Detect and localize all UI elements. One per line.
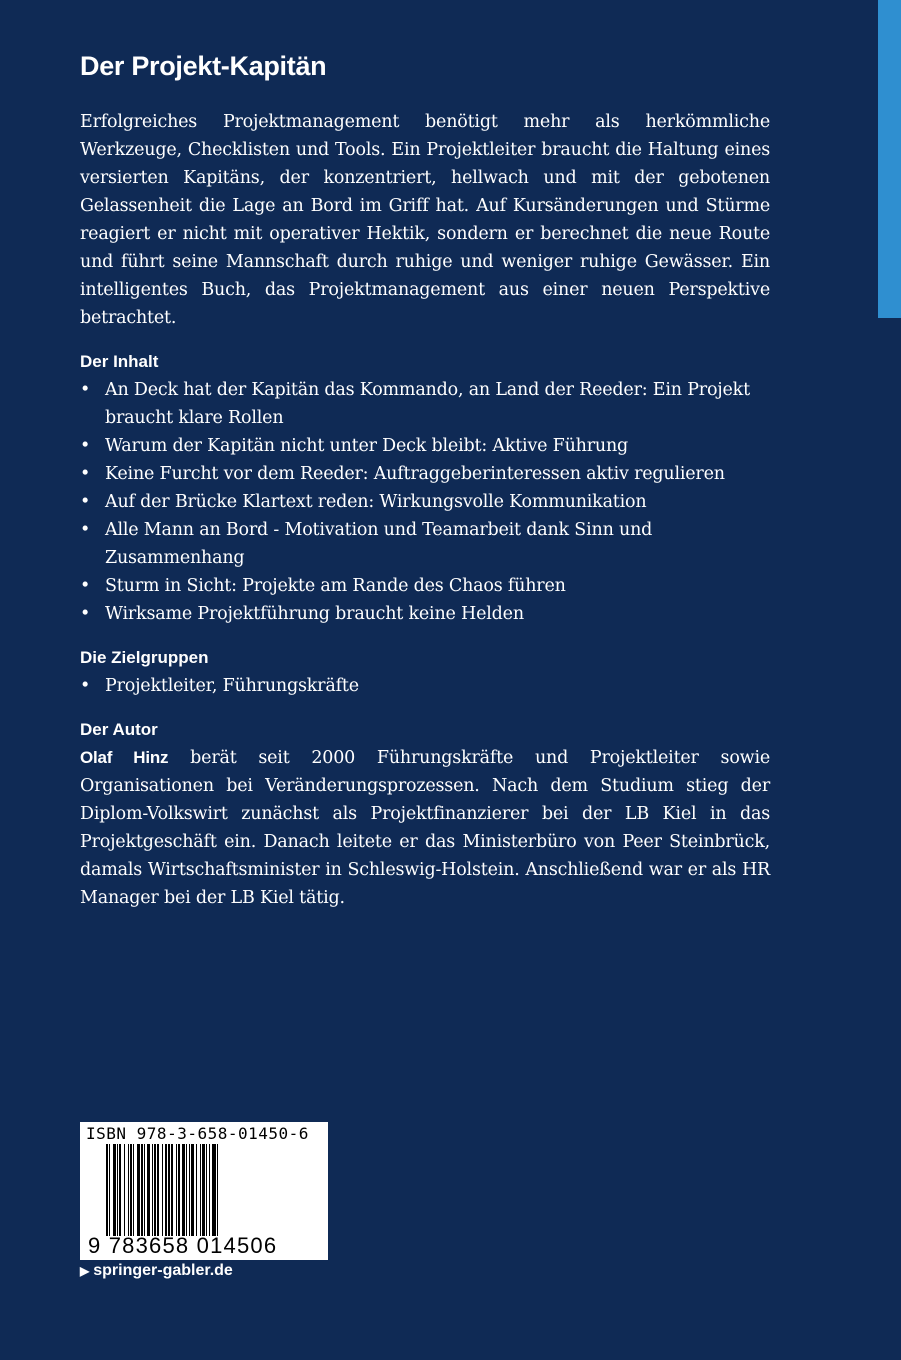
back-cover-content [80,48,770,912]
book-title: Der Projekt-Kapitän [80,51,327,81]
zielgruppen-list [80,672,770,700]
intro-paragraph: Erfolgreiches Projektmanagement benötigt mehr als herkömmliche Werkzeuge, Checklisten und Tools. Ein Projektleiter braucht die Haltung eines versierten Kapitäns, der konzentriert, hellwach und mit der gebotenen Gelassenheit die Lage an Bord im Griff hat. Auf Kursänderungen und Stürme reagiert er nicht mit operativer Hektik, sondern er berechnet die neue Route und führt seine Mannschaft durch ruhige und weniger ruhige Gewässer. Ein intelligentes Buch, das Projektmanagement aus einer neuen Perspektive betrachtet. [80,112,770,328]
list-item: • Keine Furcht vor dem Reeder: Auftraggeberinteressen aktiv regulieren [80,460,770,488]
bullet-icon: • [80,676,91,696]
bullet-icon: • [80,492,91,512]
author-name: Olaf Hinz [80,748,169,767]
zielgruppen-heading: Die Zielgruppen [80,648,209,667]
ean-digits: 9 783658 014506 [88,1233,278,1258]
inhalt-list [80,376,770,628]
publisher-website[interactable] [80,1262,233,1280]
bullet-icon: • [80,380,91,400]
autor-heading: Der Autor [80,720,158,739]
barcode-bars [106,1144,318,1236]
list-item: • Projektleiter, Führungskräfte [80,672,770,700]
bullet-icon: • [80,520,91,540]
list-item: • Auf der Brücke Klartext reden: Wirkungsvolle Kommunikation [80,488,770,516]
bullet-icon: • [80,464,91,484]
list-item: • Warum der Kapitän nicht unter Deck bleibt: Aktive Führung [80,432,770,460]
author-paragraph [80,744,770,912]
list-item: • Alle Mann an Bord - Motivation und Teamarbeit dank Sinn und Zusammenhang [80,516,770,572]
website-link[interactable]: springer-gabler.de [93,1262,233,1279]
barcode-bar [217,1144,218,1236]
list-item: • Sturm in Sicht: Projekte am Rande des Chaos führen [80,572,770,600]
arrow-right-icon: ▶ [80,1264,90,1278]
list-item: • Wirksame Projektführung braucht keine Helden [80,600,770,628]
isbn-barcode [80,1122,328,1260]
list-item: • An Deck hat der Kapitän das Kommando, an Land der Reeder: Ein Projekt braucht klare Rollen [80,376,770,432]
bullet-icon: • [80,576,91,596]
isbn-label: ISBN 978-3-658-01450-6 [86,1124,309,1143]
bullet-icon: • [80,436,91,456]
author-bio: berät seit 2000 Führungskräfte und Projektleiter sowie Organisationen bei Veränderungsprozessen. Nach dem Studium stieg der Diplom-Volkswirt zunächst als Projektfinanzierer bei der LB Kiel in das Projektgeschäft ein. Danach leitete er das Ministerbüro von Peer Steinbrück, damals Wirtschaftsminister in Schleswig-Holstein. Anschließend war er als HR Manager bei der LB Kiel tätig. [80,748,770,908]
accent-stripe [878,0,901,318]
bullet-icon: • [80,604,91,624]
inhalt-heading: Der Inhalt [80,352,159,371]
